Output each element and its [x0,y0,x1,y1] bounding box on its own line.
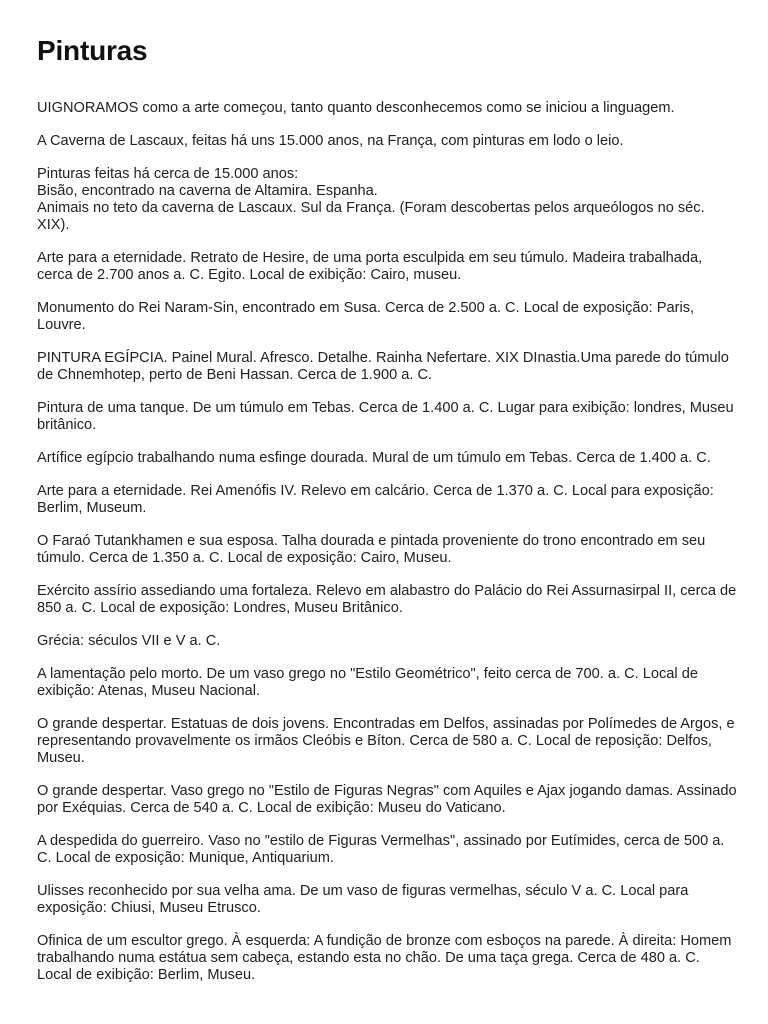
paragraph [37,166,737,235]
paragraph-line: O Faraó Tutankhamen e sua esposa. Talha dourada e pintada proveniente do trono encontrado em seu túmulo. Cerca de 1.350 a. C. Local de exposição: Cairo, Museu. [37,532,706,566]
paragraph-line: Arte para a eternidade. Rei Amenófis IV. Relevo em calcário. Cerca de 1.370 a. C. Local para exposição: Berlim, Museum. [37,482,714,516]
paragraph-line: Animais no teto da caverna de Lascaux. Sul da França. (Foram descobertas pelos arqueólogos no séc. XIX). [37,200,705,234]
paragraph-line: Grécia: séculos VII e V a. C. [37,632,221,649]
paragraph-line: Bisão, encontrado na caverna de Altamira. Espanha. [37,182,378,199]
document-body [37,100,737,984]
paragraph-line: Pintura de uma tanque. De um túmulo em Tebas. Cerca de 1.400 a. C. Lugar para exibição: londres, Museu britânico. [37,400,734,434]
page-title: Pinturas [37,35,148,66]
paragraph-line: UIGNORAMOS como a arte começou, tanto quanto desconhecemos como se iniciou a linguagem. [37,100,675,116]
paragraph-line: A lamentação pelo morto. De um vaso grego no "Estilo Geométrico", feito cerca de 700. a. C. Local de exibição: Atenas, Museu Nacional. [37,665,698,699]
paragraph-line: PINTURA EGÍPCIA. Painel Mural. Afresco. Detalhe. Rainha Nefertare. XIX DInastia.Uma parede do túmulo de Chnemhotep, perto de Beni Hassan. Cerca de 1.900 a. C. [37,350,729,384]
paragraph [37,716,737,768]
paragraph-line: O grande despertar. Vaso grego no "Estilo de Figuras Negras" com Aquiles e Ajax jogando damas. Assinado por Exéquias. Cerca de 540 a. C. Local de exibição: Museu do Vaticano. [37,782,737,816]
paragraph-line: Ofinica de um escultor grego. À esquerda: A fundição de bronze com esboços na parede. À direita: Homem trabalhando numa estátua sem cabeça, estando esta no chão. De uma taça grega. Cerca de 480 a. C. Local de exibição: Berlim, Museu. [37,932,732,984]
paragraph [37,133,737,150]
paragraph-line: A despedida do guerreiro. Vaso no "estilo de Figuras Vermelhas", assinado por Eutímides, cerca de 500 a. C. Local de exposição: Munique, Antiquarium. [37,832,725,866]
paragraph [37,783,737,817]
paragraph [37,400,737,434]
paragraph [37,666,737,700]
paragraph-line: Pinturas feitas há cerca de 15.000 anos: [37,165,299,182]
paragraph [37,933,737,985]
paragraph [37,300,737,334]
paragraph [37,250,737,284]
paragraph [37,533,737,567]
paragraph [37,583,737,617]
paragraph [37,450,737,467]
paragraph [37,100,737,117]
document-page [37,0,737,1000]
paragraph [37,483,737,517]
paragraph-line: O grande despertar. Estatuas de dois jovens. Encontradas em Delfos, assinadas por Polímedes de Argos, e representando provavelmente os irmãos Cleóbis e Bíton. Cerca de 580 a. C. Local de reposição: Delfos, Museu. [37,715,735,766]
paragraph [37,350,737,384]
paragraph-line: Ulisses reconhecido por sua velha ama. De um vaso de figuras vermelhas, século V a. C. Local para exposição: Chiusi, Museu Etrusco. [37,882,689,916]
paragraph [37,883,737,917]
paragraph-line: Monumento do Rei Naram-Sin, encontrado em Susa. Cerca de 2.500 a. C. Local de exposição: Paris, Louvre. [37,300,695,334]
paragraph-line: Artífice egípcio trabalhando numa esfinge dourada. Mural de um túmulo em Tebas. Cerca de 1.400 a. C. [37,450,711,466]
paragraph-line: Arte para a eternidade. Retrato de Hesire, de uma porta esculpida em seu túmulo. Madeira trabalhada, cerca de 2.700 anos a. C. Egito. Local de exibição: Cairo, museu. [37,250,703,284]
paragraph [37,833,737,867]
paragraph-line: A Caverna de Lascaux, feitas há uns 15.000 anos, na França, com pinturas em lodo o leio. [37,132,624,149]
paragraph-line: Exército assírio assediando uma fortaleza. Relevo em alabastro do Palácio do Rei Assurnasirpal II, cerca de 850 a. C. Local de exposição: Londres, Museu Britânico. [37,582,737,616]
paragraph [37,633,737,650]
